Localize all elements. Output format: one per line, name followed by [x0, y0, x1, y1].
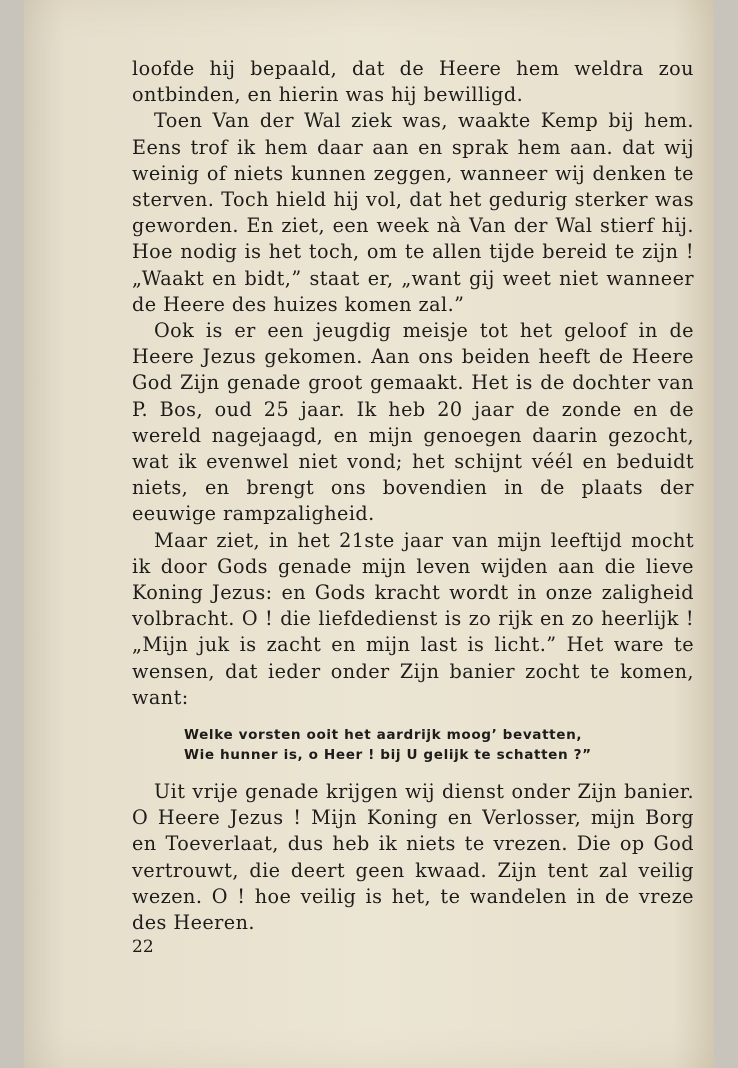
paragraph-closing: Uit vrije genade krijgen wij dienst onder Zijn banier. O Heere Jezus ! Mijn Koning en Verlosser, mijn Borg en Toeverlaat, dus heb ik niets te vrezen. Die op God vertrouwt, die deert geen kwaad. Zijn tent zal veilig wezen. O ! hoe veilig is het, te wandelen in de vreze des Heeren.: [132, 780, 694, 935]
paragraph-continuation: loofde hij bepaald, dat de Heere hem weldra zou ontbinden, en hierin was hij bewilligd.: [132, 57, 694, 107]
paragraph-van-der-wal: Toen Van der Wal ziek was, waakte Kemp bij hem. Eens trof ik hem daar aan en sprak hem aan. dat wij weinig of niets kunnen zeggen, wanneer wij denken te sterven. Toch hield hij vol, dat het gedurig sterker was geworden. En ziet, een week nà Van der Wal stierf hij. Hoe nodig is het toch, om te allen tijde bereid te zijn ! „Waakt en bidt,” staat er, „want gij weet niet wanneer de Heere des huizes komen zal.”: [132, 109, 694, 316]
page-number: 22: [132, 937, 154, 957]
book-page: [24, 0, 714, 1068]
poem-line-2: Wie hunner is, o Heer ! bij U gelijk te schatten ?”: [184, 747, 592, 764]
paragraph-jeugdig-meisje: Ook is er een jeugdig meisje tot het geloof in de Heere Jezus gekomen. Aan ons beiden heeft de Heere God Zijn genade groot gemaakt. Het is de dochter van P. Bos, oud 25 jaar. Ik heb 20 jaar de zonde en de wereld nagejaagd, en mijn genoegen daarin gezocht, wat ik evenwel niet vond; het schijnt véél en beduidt niets, en brengt ons bovendien in de plaats der eeuwige rampzaligheid.: [132, 319, 694, 526]
paragraph-21ste-jaar: Maar ziet, in het 21ste jaar van mijn leeftijd mocht ik door Gods genade mijn leven wijden aan die lieve Koning Jezus: en Gods kracht wordt in onze zaligheid volbracht. O ! die liefdedienst is zo rijk en zo heerlijk ! „Mijn juk is zacht en mijn last is licht.” Het ware te wensen, dat ieder onder Zijn banier zocht te komen, want:: [132, 528, 694, 709]
poem-quote: [184, 725, 694, 765]
poem-line-1: Welke vorsten ooit het aardrijk moog’ bevatten,: [184, 727, 583, 744]
page-text: [132, 56, 694, 936]
